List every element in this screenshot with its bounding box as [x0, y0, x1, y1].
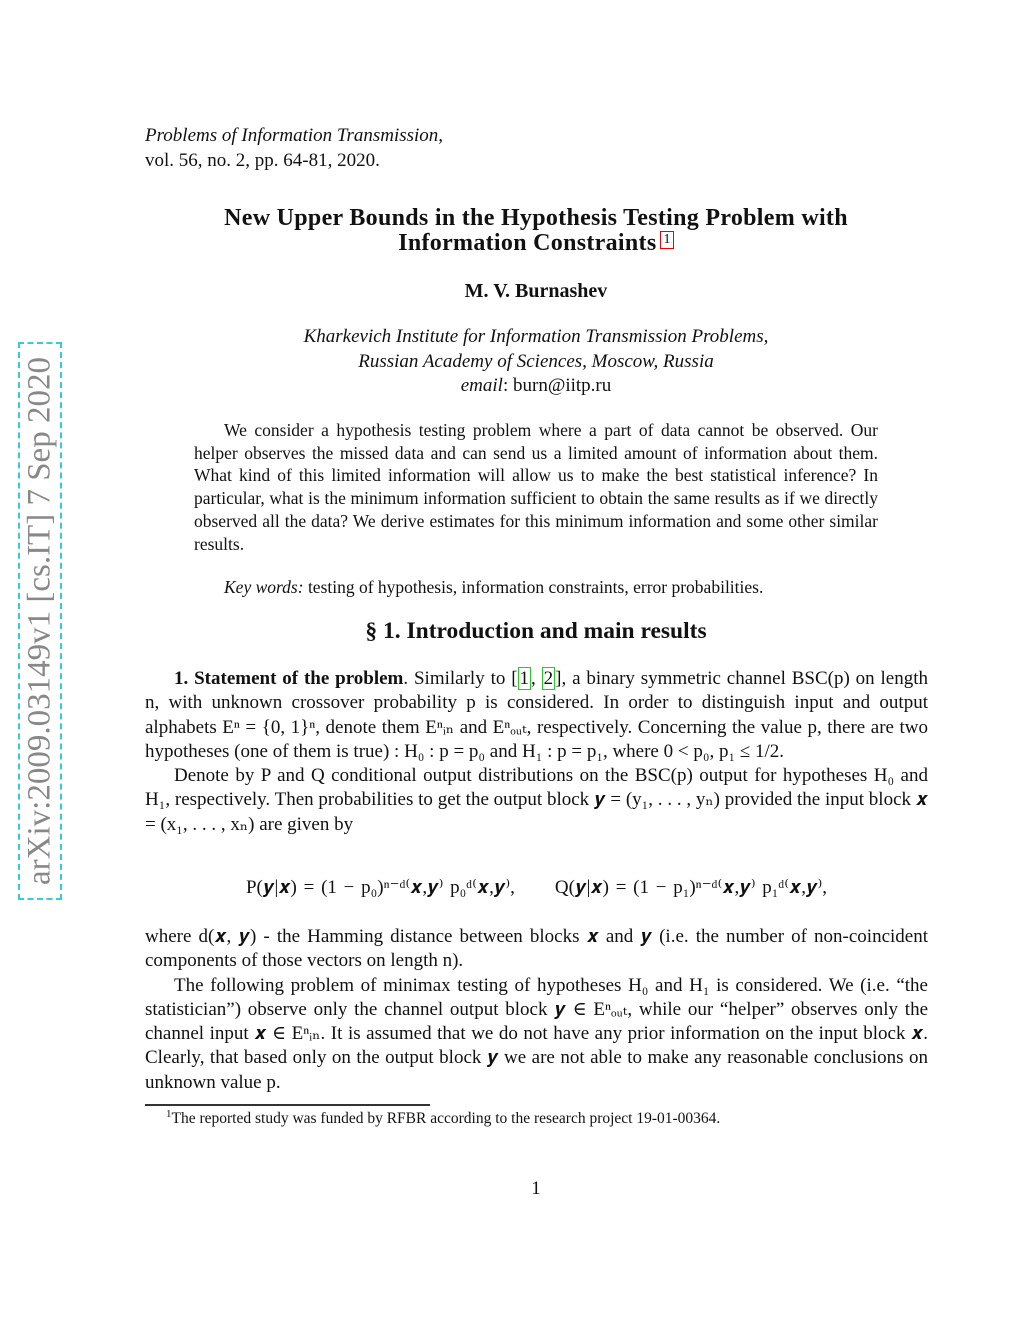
journal-reference [145, 124, 443, 173]
intro-paragraphs [145, 667, 928, 837]
subsection-heading: 1. Statement of the problem [174, 668, 404, 689]
footnote [166, 1108, 720, 1128]
paragraph-1 [145, 667, 928, 764]
footnote-divider [145, 1104, 430, 1106]
journal-citation: vol. 56, no. 2, pp. 64-81, 2020. [145, 149, 380, 171]
intro-paragraphs-continued [145, 925, 928, 1095]
author: M. V. Burnashev [464, 280, 608, 302]
email-label: email [460, 375, 503, 396]
journal-name: Problems of Information Transmission, [145, 125, 444, 146]
footnote-mark: 1 [166, 1108, 172, 1120]
keywords-text: testing of hypothesis, information constraints, error probabilities. [303, 577, 764, 597]
paragraph-4: The following problem of minimax testing of hypotheses H₀ and H₁ is considered. We (i.e. “the statistician”) observe only the channel output block 𝒚 ∈ Eⁿₒᵤₜ, while our “helper” observes only the channel input 𝒙 ∈ Eⁿᵢₙ. It is assumed that we do not have any prior information on the input block 𝒙. Clearly, that based only on the output block 𝒚 we are not able to make any reasonable conclusions on unknown value p. [145, 974, 928, 1093]
paragraph-text: ], a binary symmetric channel BSC(p) on length n, with unknown crossover probability p is considered. In order to distinguish input and output alphabets Eⁿ = {0, 1}ⁿ, denote them Eⁿᵢₙ and Eⁿₒᵤₜ, respectively. Concerning the value p, there are two hypotheses (one of them is true) : H₀ : p = p₀ and H₁ : p = p₁, where 0 < p₀, p₁ ≤ 1/2. [145, 668, 929, 762]
citation-link[interactable]: 2 [543, 668, 554, 689]
affiliation-line-2: Russian Academy of Sciences, Moscow, Russia [358, 350, 714, 372]
paragraph-3: where d(𝒙, 𝒚) - the Hamming distance between blocks 𝒙 and 𝒚 (i.e. the number of non-coincident components of those vectors on length n). [145, 926, 928, 972]
email: : burn@iitp.ru [502, 375, 612, 396]
citation-link[interactable]: 1 [519, 668, 530, 689]
paragraph-text: . Similarly to [ [403, 668, 518, 689]
paper-title [150, 206, 922, 255]
section-heading: § 1. Introduction and main results [365, 618, 707, 644]
affiliation [0, 325, 1024, 399]
equation [145, 876, 928, 899]
keywords [224, 577, 763, 598]
arxiv-identifier: arXiv:2009.03149v1 [cs.IT] 7 Sep 2020 [21, 357, 58, 885]
equation-p: P(𝒚|𝒙) = (1 − p₀)ⁿ⁻ᵈ⁽𝒙,𝒚⁾ p₀ᵈ⁽𝒙,𝒚⁾, [245, 877, 515, 898]
footnote-text: The reported study was funded by RFBR according to the research project 19-01-00364. [171, 1110, 721, 1128]
paragraph-2: Denote by P and Q conditional output distributions on the BSC(p) output for hypotheses H₀ and H₁, respectively. Then probabilities to get the output block 𝒚 = (y₁, . . . , yₙ) provided the input block 𝒙 = (x₁, . . . , xₙ) are given by [145, 765, 928, 835]
keywords-label: Key words: [224, 577, 304, 597]
page-number: 1 [531, 1178, 541, 1199]
equation-q: Q(𝒚|𝒙) = (1 − p₁)ⁿ⁻ᵈ⁽𝒙,𝒚⁾ p₁ᵈ⁽𝒙,𝒚⁾, [554, 877, 828, 898]
title-line-1: New Upper Bounds in the Hypothesis Testing Problem with [224, 205, 848, 231]
citation-separator: , [531, 668, 542, 689]
footnote-link[interactable]: 1 [660, 231, 673, 249]
title-line-2: Information Constraints [398, 229, 657, 256]
abstract: We consider a hypothesis testing problem where a part of data cannot be observed. Our helper observes the missed data and can send us a limited amount of information about them. What kind of this limited information will allow us to make the best statistical inference? In particular, what is the minimum information sufficient to obtain the same results as if we directly observed all the data? We derive estimates for this minimum information and some other similar results. [194, 420, 878, 554]
affiliation-line-1: Kharkevich Institute for Information Transmission Problems, [303, 326, 769, 347]
arxiv-stamp[interactable] [18, 342, 62, 900]
